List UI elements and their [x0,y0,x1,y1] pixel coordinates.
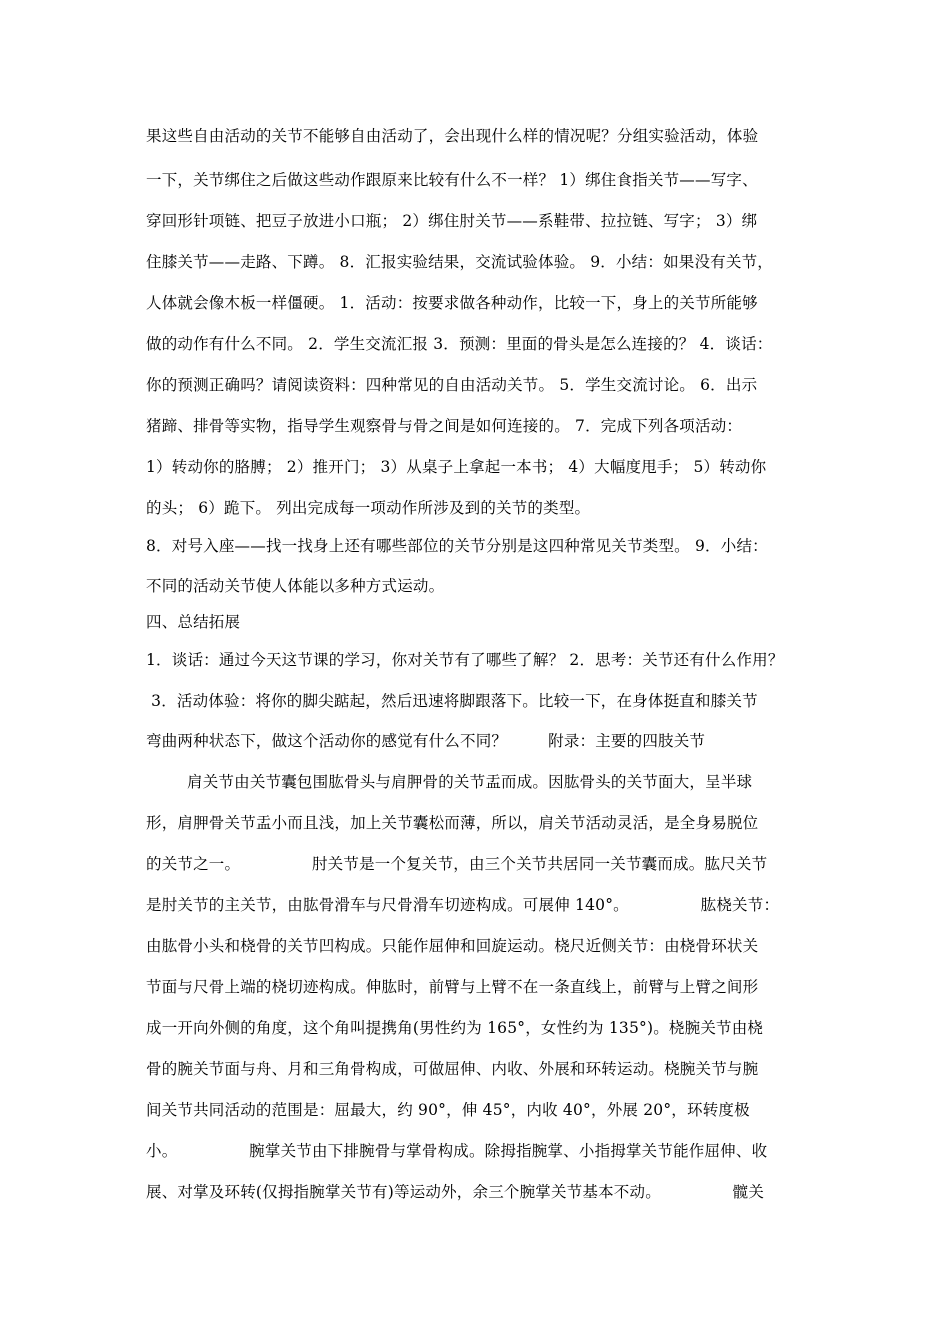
text-line: 的头； 6）跪下。 列出完成每一项动作所涉及到的关节的类型。 [146,499,591,517]
text-line: 1）转动你的胳膊； 2）推开门； 3）从桌子上拿起一本书； 4）大幅度甩手； 5）转动你 [146,458,767,476]
text-line: 肩关节由关节囊包围肱骨头与肩胛骨的关节盂而成。因肱骨头的关节面大，呈半球 [146,773,753,791]
text-line: 展、对掌及环转(仅拇指腕掌关节有)等运动外，余三个腕掌关节基本不动。 髋关 [146,1183,765,1201]
text-line: 成一开向外侧的角度，这个角叫提携角(男性约为 165°，女性约为 135°)。桡腕关节由桡 [146,1019,764,1037]
text-line: 弯曲两种状态下，做这个活动你的感觉有什么不同？ 附录：主要的四肢关节 [146,732,706,750]
text-line: 由肱骨小头和桡骨的关节凹构成。只能作屈伸和回旋运动。桡尺近侧关节：由桡骨环状关 [146,937,759,955]
text-line: 穿回形针项链、把豆子放进小口瓶； 2）绑住肘关节——系鞋带、拉拉链、写字； 3）绑 [146,212,758,230]
text-line: 你的预测正确吗？请阅读资料：四种常见的自由活动关节。 5．学生交流讨论。 6．出示 [146,376,758,394]
text-line: 人体就会像木板一样僵硬。 1．活动：按要求做各种动作，比较一下，身上的关节所能够 [146,294,758,312]
text-line: 形，肩胛骨关节盂小而且浅，加上关节囊松而薄，所以，肩关节活动灵活，是全身易脱位 [146,814,759,832]
section-heading: 四、总结拓展 [146,613,241,631]
text-line: 一下，关节绑住之后做这些动作跟原来比较有什么不一样？ 1）绑住食指关节——写字、 [146,171,758,189]
text-line: 3．活动体验：将你的脚尖踮起，然后迅速将脚跟落下。比较一下，在身体挺直和膝关节 [146,692,758,710]
text-line: 1．谈话：通过今天这节课的学习，你对关节有了哪些了解？ 2．思考：关节还有什么作用？ [146,651,784,669]
text-line: 节面与尺骨上端的桡切迹构成。伸肱时，前臂与上臂不在一条直线上，前臂与上臂之间形 [146,978,759,996]
text-line: 猪蹄、排骨等实物，指导学生观察骨与骨之间是如何连接的。 7．完成下列各项活动： [146,417,743,435]
text-line: 8．对号入座——找一找身上还有哪些部位的关节分别是这四种常见关节类型。 9．小结： [146,537,768,555]
text-line: 果这些自由活动的关节不能够自由活动了，会出现什么样的情况呢？分组实验活动，体验 [146,127,759,145]
text-line: 做的动作有什么不同。 2．学生交流汇报 3．预测：里面的骨头是怎么连接的？ 4．谈话： [146,335,773,353]
text-line: 间关节共同活动的范围是：屈最大，约 90°，伸 45°，内收 40°，外展 20°，环转度极 [146,1101,750,1119]
text-line: 住膝关节——走路、下蹲。 8．汇报实验结果，交流试验体验。 9．小结：如果没有关节， [146,253,773,271]
text-line: 的关节之一。 肘关节是一个复关节，由三个关节共居同一关节囊而成。肱尺关节 [146,855,768,873]
text-line: 是肘关节的主关节，由肱骨滑车与尺骨滑车切迹构成。可展伸 140°。 肱桡关节： [146,896,780,914]
text-line: 骨的腕关节面与舟、月和三角骨构成，可做屈伸、内收、外展和环转运动。桡腕关节与腕 [146,1060,759,1078]
text-line: 不同的活动关节使人体能以多种方式运动。 [146,577,445,595]
text-line: 小。 腕掌关节由下排腕骨与掌骨构成。除拇指腕掌、小指拇掌关节能作屈伸、收 [146,1142,768,1160]
